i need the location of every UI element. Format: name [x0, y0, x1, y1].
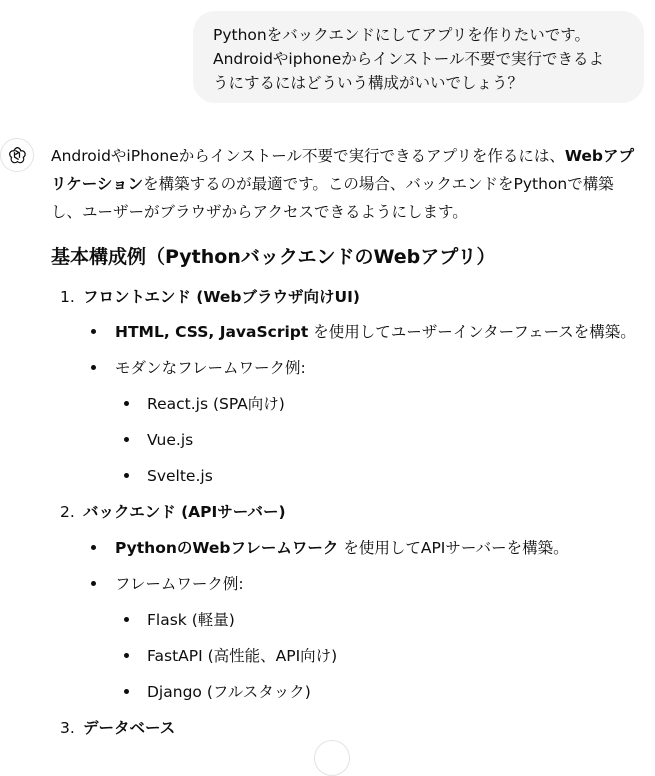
user-message-line: Androidやiphoneからインストール不要で実行できるよ [213, 50, 604, 68]
intro-text: AndroidやiPhoneからインストール不要で実行できるアプリを作るには、 [51, 147, 565, 165]
bullet-dot [124, 437, 129, 442]
assistant-message [51, 142, 651, 737]
assistant-avatar [0, 138, 34, 172]
openai-logo-icon [7, 145, 27, 165]
intro-paragraph [51, 142, 651, 226]
sub-list-item: Django (フルスタック) [147, 683, 311, 701]
list-title: フロントエンド (Webブラウザ向けUI) [83, 288, 360, 306]
sub-list-item: FastAPI (高性能、API向け) [147, 647, 338, 665]
bullet-item [115, 537, 569, 559]
bullet-bold: PythonのWebフレームワーク [115, 539, 339, 557]
intro-text: を構築するのが最適です。この場合、バックエンドをPythonで構築 [143, 175, 614, 193]
user-message-line: うにするにはどういう構成がいいでしょう？ [213, 74, 524, 92]
scroll-down-button[interactable] [314, 740, 350, 776]
list-title: データベース [83, 719, 176, 737]
bullet-dot [124, 401, 129, 406]
list-number: 2. [60, 503, 75, 521]
bullet-text: フレームワーク例: [115, 575, 244, 593]
sub-list-item: Flask (軽量) [147, 611, 235, 629]
bullet-text: モダンなフレームワーク例: [115, 359, 306, 377]
bullet-dot [124, 653, 129, 658]
sub-list-item: React.js (SPA向け) [147, 395, 285, 413]
list-number: 3. [60, 719, 75, 737]
bullet-bold: HTML, CSS, JavaScript [115, 323, 309, 341]
bullet-dot [91, 365, 96, 370]
bullet-item [115, 321, 636, 343]
sub-list-item: Svelte.js [147, 467, 213, 485]
user-message-bubble [193, 11, 644, 103]
bullet-dot [124, 473, 129, 478]
list-title: バックエンド (APIサーバー) [83, 503, 286, 521]
sub-list-item: Vue.js [147, 431, 194, 449]
intro-bold: リケーション [51, 175, 144, 193]
bullet-text: を使用してユーザーインターフェースを構築。 [308, 323, 636, 341]
bullet-dot [124, 689, 129, 694]
list-number: 1. [60, 288, 75, 306]
section-heading: 基本構成例（PythonバックエンドのWebアプリ） [51, 246, 496, 268]
bullet-item [115, 573, 244, 595]
bullet-text: を使用してAPIサーバーを構築。 [338, 539, 569, 557]
intro-bold: Webアプ [564, 147, 635, 165]
bullet-item [115, 357, 306, 379]
bullet-dot [124, 617, 129, 622]
intro-text: し、ユーザーがブラウザからアクセスできるようにします。 [51, 203, 468, 221]
bullet-dot [91, 329, 96, 334]
bullet-dot [91, 545, 96, 550]
user-message-line: Pythonをバックエンドにしてアプリを作りたいです。 [213, 26, 591, 44]
bullet-dot [91, 581, 96, 586]
